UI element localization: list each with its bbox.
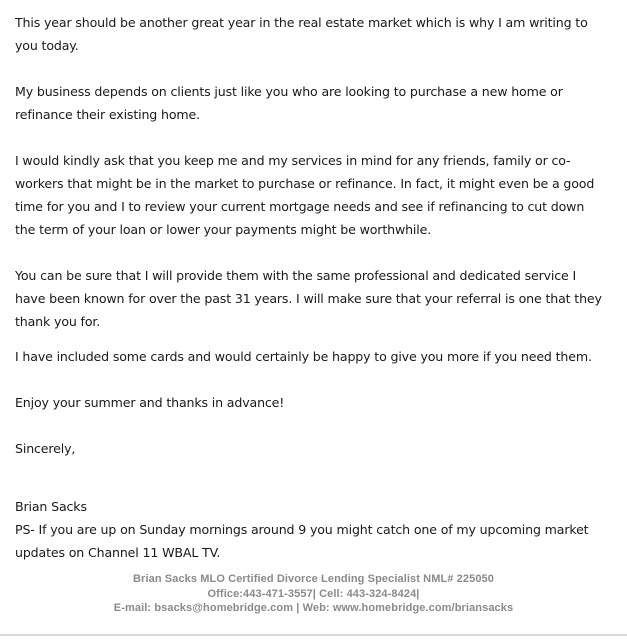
letter-body bbox=[15, 11, 627, 564]
paragraph-referrals bbox=[15, 149, 627, 241]
paragraph-intro bbox=[15, 11, 627, 57]
text-line: updates on Channel 11 WBAL TV. bbox=[15, 545, 221, 560]
closing bbox=[15, 437, 627, 460]
text-line: refinance their existing home. bbox=[15, 107, 200, 122]
text-line: workers that might be in the market to purchase or refinance. In fact, it might even be a good bbox=[15, 176, 595, 191]
blank-line bbox=[15, 460, 627, 483]
blank-line bbox=[15, 414, 627, 437]
footer-email-web: E-mail: bsacks@homebridge.com | Web: www.homebridge.com/briansacks bbox=[113, 602, 514, 614]
blank-line bbox=[15, 126, 627, 149]
postscript bbox=[15, 518, 627, 564]
text-line: My business depends on clients just like you who are looking to purchase a new home or bbox=[15, 84, 563, 99]
text-line: time for you and I to review your current mortgage needs and see if refinancing to cut down bbox=[15, 199, 585, 214]
blank-line bbox=[15, 57, 627, 80]
text-line: I have included some cards and would certainly be happy to give you more if you need them. bbox=[15, 349, 592, 364]
text-line: you today. bbox=[15, 38, 79, 53]
text-line: have been known for over the past 31 years. I will make sure that your referral is one that they bbox=[15, 291, 602, 306]
bottom-divider bbox=[0, 634, 627, 636]
blank-line bbox=[15, 241, 627, 264]
text-line: I would kindly ask that you keep me and my services in mind for any friends, family or co- bbox=[15, 153, 571, 168]
text-line: Enjoy your summer and thanks in advance! bbox=[15, 395, 285, 410]
text-line: This year should be another great year in the real estate market which is why I am writing to bbox=[15, 15, 588, 30]
text-line: PS- If you are up on Sunday mornings around 9 you might catch one of my upcoming market bbox=[15, 522, 589, 537]
signature bbox=[15, 495, 627, 518]
paragraph-service bbox=[15, 264, 627, 333]
footer-phones: Office:443-471-3557| Cell: 443-324-8424| bbox=[207, 588, 420, 600]
closing-text: Sincerely, bbox=[15, 441, 76, 456]
blank-line bbox=[15, 368, 627, 391]
text-line: thank you for. bbox=[15, 314, 101, 329]
paragraph-summer bbox=[15, 391, 627, 414]
text-line: You can be sure that I will provide them with the same professional and dedicated service I bbox=[15, 268, 577, 283]
footer-credentials: Brian Sacks MLO Certified Divorce Lending Specialist NML# 225050 bbox=[133, 573, 494, 585]
paragraph-business bbox=[15, 80, 627, 126]
paragraph-cards bbox=[15, 345, 627, 368]
text-line: the term of your loan or lower your payments might be worthwhile. bbox=[15, 222, 432, 237]
signature-name: Brian Sacks bbox=[15, 499, 87, 514]
